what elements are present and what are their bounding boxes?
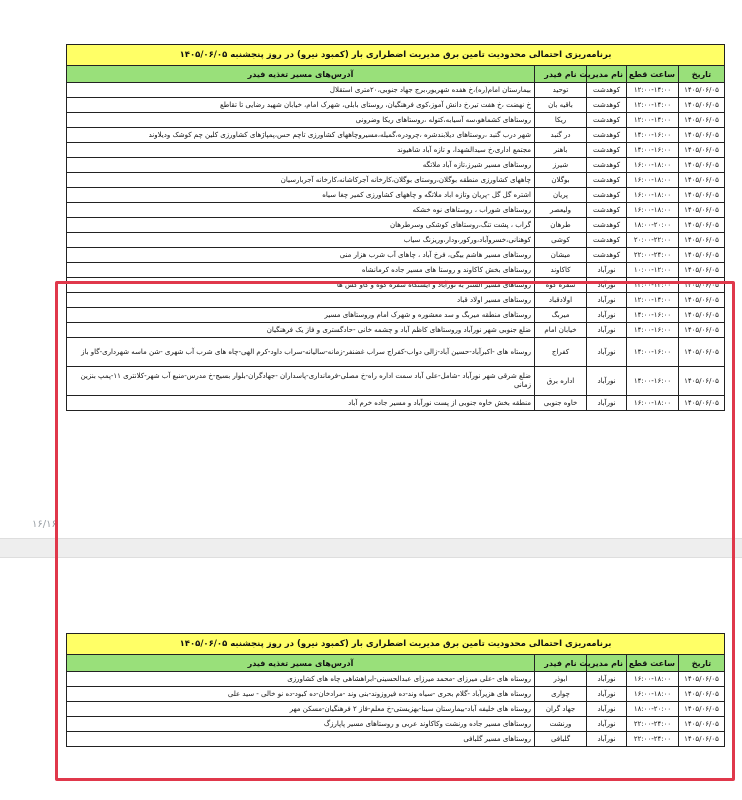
cell-feeder: شیرز [535, 158, 587, 173]
header-date: تاریخ [679, 655, 725, 672]
cell-date: ۱۴۰۵/۰۶/۰۵ [679, 98, 725, 113]
cell-address: ضلع شرقی شهر نورآباد -شامل-علی آباد سمت اداره راه-خ مصلی-فرمانداری-پاسداران -جهادگران-بلوار بسیج-خ مدرس-منبع آب شهر-کلانتری ۱۱-پمپ بنزین زمانی [67, 367, 535, 396]
cell-management: نورآباد [587, 702, 627, 717]
cell-feeder: اولادقباد [535, 293, 587, 308]
cell-feeder: جهاد گران [535, 702, 587, 717]
cell-address: روستاه های خلیفه آباد-بیمارستان سینا-بهزیستی-خ معلم-فاز ۲ فرهنگیان-مسکن مهر [67, 702, 535, 717]
table-row [67, 248, 725, 263]
cell-management: نورآباد [587, 687, 627, 702]
cell-address: روستاهای منطقه میربگ و سد معشوره و شهرک امام وروستاهای مسیر [67, 308, 535, 323]
cell-address: چاههای کشاورزی منطقه بوگلان،روستای بوگلان،کارخانه آجرکاشانه،کارخانه آجربارسیان [67, 173, 535, 188]
cell-time: ۱۴:۰۰-۱۶:۰۰ [627, 323, 679, 338]
cell-address: روستاهای مسیر الشتر به نورآباد و ایستگاه سفره کوه و گاو کش ها [67, 278, 535, 293]
cell-date: ۱۴۰۵/۰۶/۰۵ [679, 158, 725, 173]
cell-management: کوهدشت [587, 98, 627, 113]
cell-feeder: در گنبد [535, 128, 587, 143]
cell-address: خ نهضت ،خ هفت تیر،خ دانش آموز،کوی فرهنگیان، روستای بابلی، شهرک امام، خیابان شهید رضایی تا تقاطع [67, 98, 535, 113]
cell-address: روستاهای مسیر هاشم بیگی، فرخ آباد ، چاهای آب شرب هزار منی [67, 248, 535, 263]
cell-feeder: باهنر [535, 143, 587, 158]
cell-feeder: گلبافی [535, 732, 587, 747]
cell-management: کوهدشت [587, 83, 627, 98]
table-row [67, 687, 725, 702]
cell-date: ۱۴۰۵/۰۶/۰۵ [679, 113, 725, 128]
cell-time: ۱۶:۰۰-۱۸:۰۰ [627, 203, 679, 218]
cell-time: ۱۶:۰۰-۱۸:۰۰ [627, 672, 679, 687]
table-title: برنامه‌ریزی احتمالی محدودیت تامین برق مدیریت اضطراری بار (کمبود نیرو) در روز پنجشنبه ۱۴۰۵/۰۶/۰۵ [67, 634, 725, 655]
cell-feeder: ورنشت [535, 717, 587, 732]
cell-management: کوهدشت [587, 158, 627, 173]
cell-date: ۱۴۰۵/۰۶/۰۵ [679, 173, 725, 188]
cell-date: ۱۴۰۵/۰۶/۰۵ [679, 128, 725, 143]
table-row [67, 98, 725, 113]
outage-schedule-table [66, 633, 725, 747]
cell-address: گراب ، پشت تنگ،روستاهای کوشکی وسرطرهان [67, 218, 535, 233]
cell-time: ۲۲:۰۰-۲۴:۰۰ [627, 248, 679, 263]
cell-address: روستاهای مسیر شیرز،تازه آباد ملاتگه [67, 158, 535, 173]
cell-management: نورآباد [587, 338, 627, 367]
cell-management: کوهدشت [587, 113, 627, 128]
cell-address: روستاهای کشماهو،سه آسیابه،کتوله ،روستاهای ریکا وضرونی [67, 113, 535, 128]
cell-date: ۱۴۰۵/۰۶/۰۵ [679, 143, 725, 158]
cell-management: نورآباد [587, 732, 627, 747]
cell-management: کوهدشت [587, 188, 627, 203]
schedule-sheet-top [66, 44, 725, 411]
table-row [67, 278, 725, 293]
cell-management: نورآباد [587, 672, 627, 687]
cell-time: ۱۲:۰۰-۱۴:۰۰ [627, 293, 679, 308]
cell-feeder: اداره برق [535, 367, 587, 396]
cell-date: ۱۴۰۵/۰۶/۰۵ [679, 367, 725, 396]
cell-date: ۱۴۰۵/۰۶/۰۵ [679, 263, 725, 278]
cell-address: منطقه بخش خاوه جنوبی از پست نورآباد و مسیر جاده خرم آباد [67, 396, 535, 411]
cell-management: نورآباد [587, 263, 627, 278]
outage-schedule-table [66, 44, 725, 411]
cell-address: روستاه های -اکبرآباد-حسین آباد-زالی دواب-کفراج سراب غضنفر-زمانه-سالیانه-سراب داود-کرم الهی-چاه های شرب آب شهری -شن ماسه شهرداری-گاو باز [67, 338, 535, 367]
cell-date: ۱۴۰۵/۰۶/۰۵ [679, 233, 725, 248]
cell-feeder: پریان [535, 188, 587, 203]
cell-feeder: سفره کوه [535, 278, 587, 293]
cell-time: ۱۶:۰۰-۱۸:۰۰ [627, 158, 679, 173]
cell-address: روستاهای مسیر جاده ورنشت وکاکاوند عربی و روستاهای مسیر پاپارزگ [67, 717, 535, 732]
cell-time: ۱۸:۰۰-۲۰:۰۰ [627, 702, 679, 717]
cell-address: روستاهای مسیر اولاد قباد [67, 293, 535, 308]
cell-date: ۱۴۰۵/۰۶/۰۵ [679, 396, 725, 411]
table-row [67, 717, 725, 732]
cell-time: ۲۰:۰۰-۲۲:۰۰ [627, 233, 679, 248]
table-row [67, 367, 725, 396]
cell-management: نورآباد [587, 367, 627, 396]
cell-feeder: چواری [535, 687, 587, 702]
cell-time: ۱۰:۰۰-۱۲:۰۰ [627, 263, 679, 278]
cell-address: روستاهای بخش کاکاوند و روستا های مسیر جاده کرمانشاه [67, 263, 535, 278]
header-feeder: نام فیدر [535, 66, 587, 83]
cell-date: ۱۴۰۵/۰۶/۰۵ [679, 323, 725, 338]
table-row [67, 143, 725, 158]
cell-time: ۱۲:۰۰-۱۴:۰۰ [627, 113, 679, 128]
cell-address: روستاه های هزیرآباد -گلام بحری -سیاه وند-ده فیروزوند-بنی وند -مرادخان-ده کبود-ده نو خالی - سید علی [67, 687, 535, 702]
cell-feeder: ریکا [535, 113, 587, 128]
table-row [67, 113, 725, 128]
cell-feeder: طرهان [535, 218, 587, 233]
cell-time: ۲۲:۰۰-۲۴:۰۰ [627, 717, 679, 732]
cell-date: ۱۴۰۵/۰۶/۰۵ [679, 83, 725, 98]
cell-feeder: خیابان امام [535, 323, 587, 338]
table-row [67, 702, 725, 717]
cell-feeder: توحید [535, 83, 587, 98]
cell-address: شهر درب گنبد ،روستاهای دیلابندشره ،چرودره،گمیله،مسیروچاههای کشاورزی تاچم حس،پمپاژهای کشاورزی کلین چم کوشک ودیلاوند [67, 128, 535, 143]
cell-feeder: کوشی [535, 233, 587, 248]
cell-feeder: ولیعصر [535, 203, 587, 218]
cell-feeder: باقیه بان [535, 98, 587, 113]
table-row [67, 323, 725, 338]
header-time: ساعت قطع [627, 66, 679, 83]
cell-date: ۱۴۰۵/۰۶/۰۵ [679, 308, 725, 323]
table-row [67, 293, 725, 308]
cell-time: ۲۲:۰۰-۲۴:۰۰ [627, 732, 679, 747]
header-management: نام مدیریت [587, 66, 627, 83]
table-row [67, 233, 725, 248]
cell-time: ۱۴:۰۰-۱۶:۰۰ [627, 338, 679, 367]
table-row [67, 188, 725, 203]
table-row [67, 83, 725, 98]
cell-date: ۱۴۰۵/۰۶/۰۵ [679, 732, 725, 747]
cell-management: نورآباد [587, 396, 627, 411]
cell-date: ۱۴۰۵/۰۶/۰۵ [679, 188, 725, 203]
cell-management: کوهدشت [587, 143, 627, 158]
page-number-indicator: ۱۶/۱۶ [32, 519, 57, 530]
cell-management: نورآباد [587, 308, 627, 323]
page-gap [0, 538, 742, 558]
cell-time: ۱۲:۰۰-۱۴:۰۰ [627, 98, 679, 113]
cell-time: ۱۶:۰۰-۱۸:۰۰ [627, 188, 679, 203]
cell-management: کوهدشت [587, 218, 627, 233]
cell-feeder: بوگلان [535, 173, 587, 188]
header-feeder: نام فیدر [535, 655, 587, 672]
cell-time: ۱۴:۰۰-۱۶:۰۰ [627, 128, 679, 143]
cell-time: ۱۴:۰۰-۱۶:۰۰ [627, 308, 679, 323]
cell-date: ۱۴۰۵/۰۶/۰۵ [679, 203, 725, 218]
cell-management: کوهدشت [587, 233, 627, 248]
table-row [67, 396, 725, 411]
cell-date: ۱۴۰۵/۰۶/۰۵ [679, 702, 725, 717]
cell-address: روستاهای شوراب ، روستاهای نوه خشکه [67, 203, 535, 218]
cell-feeder: خاوه جنوبی [535, 396, 587, 411]
table-row [67, 158, 725, 173]
cell-date: ۱۴۰۵/۰۶/۰۵ [679, 248, 725, 263]
cell-management: کوهدشت [587, 203, 627, 218]
cell-date: ۱۴۰۵/۰۶/۰۵ [679, 687, 725, 702]
cell-time: ۱۴:۰۰-۱۶:۰۰ [627, 367, 679, 396]
cell-management: کوهدشت [587, 128, 627, 143]
cell-address: روستاهای مسیر گلبافی [67, 732, 535, 747]
cell-management: کوهدشت [587, 173, 627, 188]
cell-time: ۱۴:۰۰-۱۶:۰۰ [627, 143, 679, 158]
table-row [67, 218, 725, 233]
cell-date: ۱۴۰۵/۰۶/۰۵ [679, 717, 725, 732]
cell-feeder: میربگ [535, 308, 587, 323]
cell-address: کوهنانی،خسروآباد،ورکور،ودار،وریزنگ سیاب [67, 233, 535, 248]
table-row [67, 263, 725, 278]
cell-management: کوهدشت [587, 248, 627, 263]
cell-management: نورآباد [587, 293, 627, 308]
cell-management: نورآباد [587, 717, 627, 732]
table-row [67, 173, 725, 188]
cell-time: ۱۲:۰۰-۱۴:۰۰ [627, 83, 679, 98]
cell-address: روستاه های -علی میرزای -محمد میرزای عبدالحسینی-ابراهشاهی چاه های کشاورزی [67, 672, 535, 687]
cell-feeder: کاکاوند [535, 263, 587, 278]
cell-date: ۱۴۰۵/۰۶/۰۵ [679, 672, 725, 687]
table-row [67, 308, 725, 323]
table-row [67, 128, 725, 143]
header-date: تاریخ [679, 66, 725, 83]
cell-date: ۱۴۰۵/۰۶/۰۵ [679, 218, 725, 233]
header-management: نام مدیریت [587, 655, 627, 672]
cell-date: ۱۴۰۵/۰۶/۰۵ [679, 293, 725, 308]
cell-address: مجتمع اداری،خ سیدالشهدا، و تازه آباد شاهیوند [67, 143, 535, 158]
header-time: ساعت قطع [627, 655, 679, 672]
cell-time: ۱۸:۰۰-۲۰:۰۰ [627, 218, 679, 233]
cell-time: ۱۶:۰۰-۱۸:۰۰ [627, 687, 679, 702]
cell-feeder: ابوذر [535, 672, 587, 687]
cell-management: نورآباد [587, 278, 627, 293]
cell-date: ۱۴۰۵/۰۶/۰۵ [679, 338, 725, 367]
header-address: آدرس‌های مسیر تغذیه فیدر [67, 66, 535, 83]
table-row [67, 203, 725, 218]
cell-time: ۱۶:۰۰-۱۸:۰۰ [627, 173, 679, 188]
cell-feeder: میشان [535, 248, 587, 263]
cell-address: بیمارستان امام(ره)،خ هفده شهریور،برج جهاد جنوبی،۲۰متری استقلال [67, 83, 535, 98]
table-row [67, 672, 725, 687]
header-address: آدرس‌های مسیر تغذیه فیدر [67, 655, 535, 672]
table-row [67, 338, 725, 367]
cell-management: نورآباد [587, 323, 627, 338]
schedule-sheet-bottom [66, 633, 725, 747]
cell-feeder: کفراج [535, 338, 587, 367]
cell-time: ۱۲:۰۰-۱۴:۰۰ [627, 278, 679, 293]
cell-address: ضلع جنوبی شهر نورآباد وروستاهای کاظم آباد و چشمه خانی -حادگستری و فاز یک فرهنگیان [67, 323, 535, 338]
cell-time: ۱۶:۰۰-۱۸:۰۰ [627, 396, 679, 411]
table-title: برنامه‌ریزی احتمالی محدودیت تامین برق مدیریت اضطراری بار (کمبود نیرو) در روز پنجشنبه ۱۴۰۵/۰۶/۰۵ [67, 45, 725, 66]
table-row [67, 732, 725, 747]
cell-address: اشتره گل گل -پریان وتازه اباد ملاتگه و چاههای کشاورزی کمیر چغا سیاه [67, 188, 535, 203]
cell-date: ۱۴۰۵/۰۶/۰۵ [679, 278, 725, 293]
